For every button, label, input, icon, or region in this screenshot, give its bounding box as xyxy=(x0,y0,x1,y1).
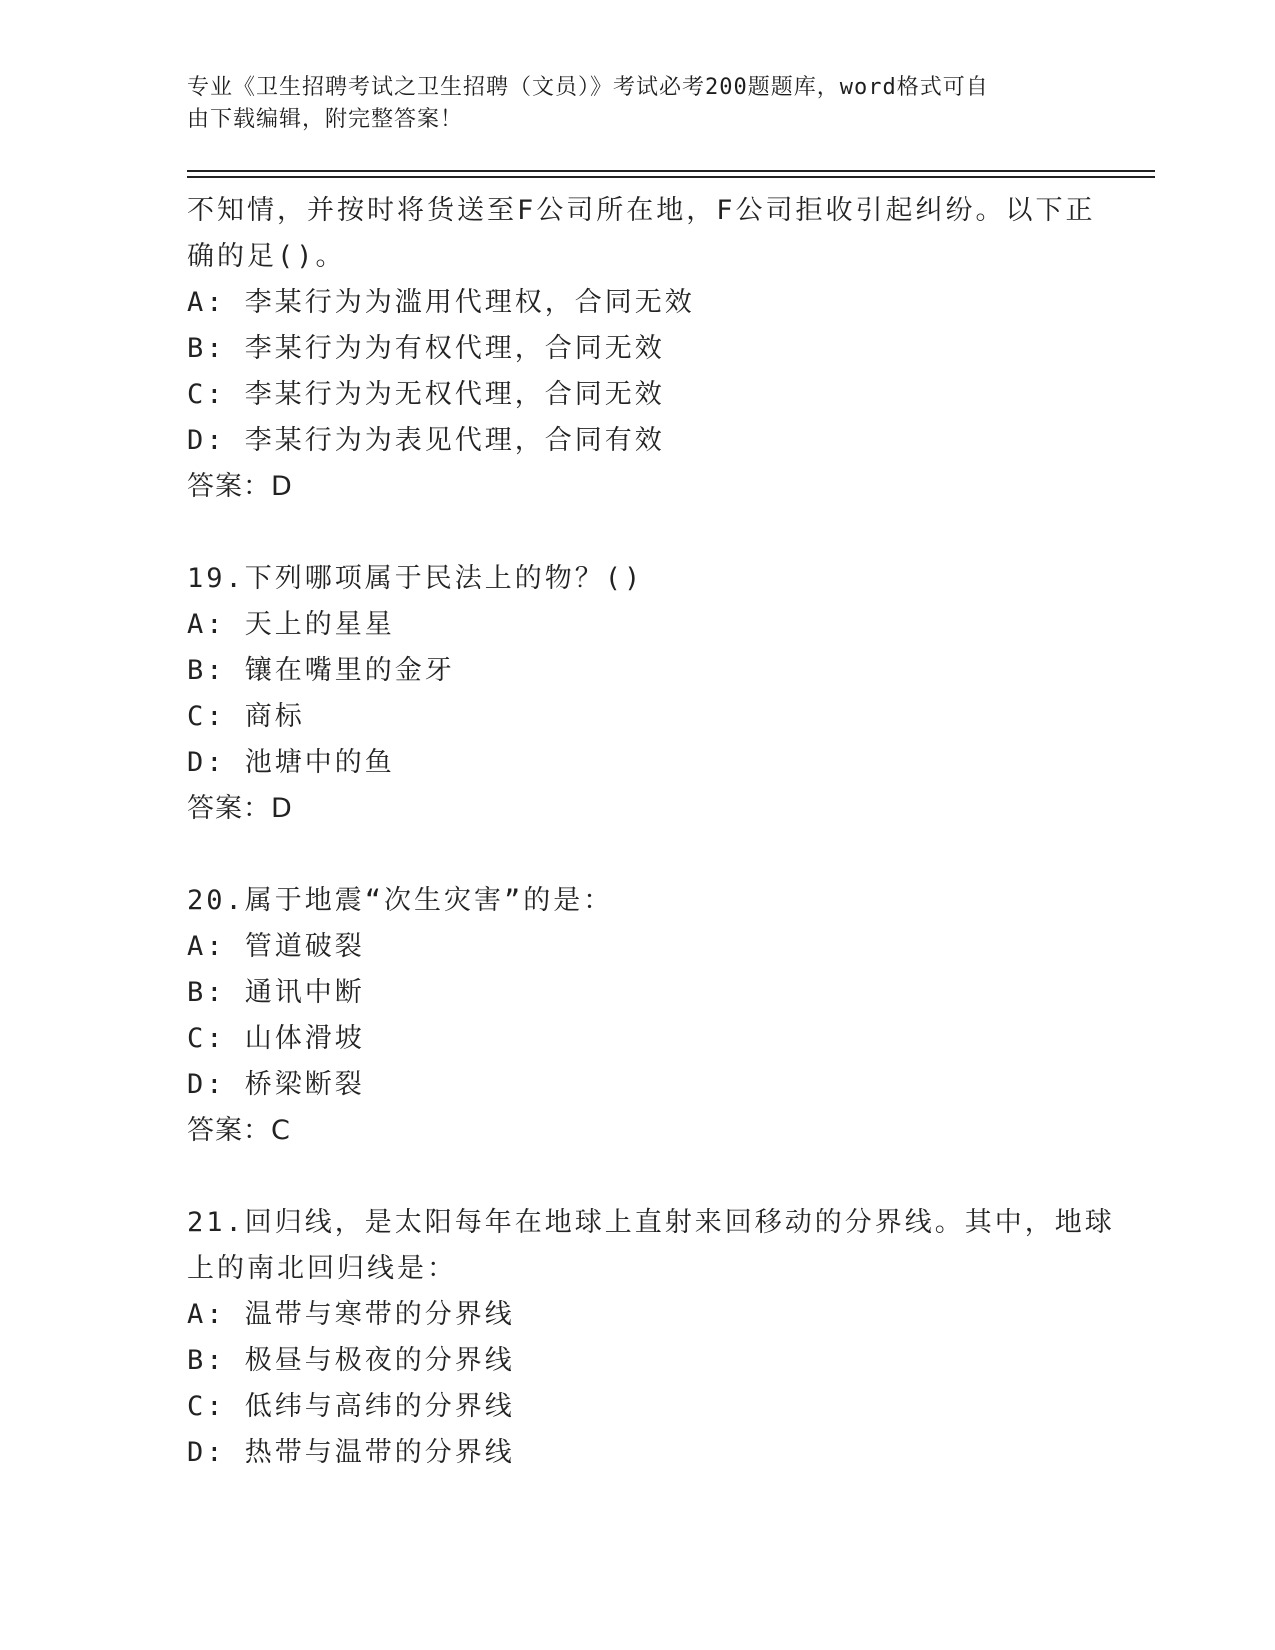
question-20 xyxy=(187,878,1087,1154)
header-divider-bottom xyxy=(187,176,1155,178)
option-d: D: 桥梁断裂 xyxy=(187,1069,365,1100)
option-b: B: 通讯中断 xyxy=(187,977,365,1008)
option-a: A: 温带与寒带的分界线 xyxy=(187,1299,515,1330)
answer: 答案：D xyxy=(187,471,293,502)
answer: 答案：D xyxy=(187,793,293,824)
option-d: D: 李某行为为表见代理，合同有效 xyxy=(187,425,665,456)
option-a: A: 李某行为为滥用代理权，合同无效 xyxy=(187,287,695,318)
option-a: A: 天上的星星 xyxy=(187,609,395,640)
option-c: C: 商标 xyxy=(187,701,305,732)
option-b: B: 李某行为为有权代理，合同无效 xyxy=(187,333,665,364)
question-21 xyxy=(187,1200,1115,1476)
question-stem-line: 上的南北回归线是： xyxy=(187,1253,457,1284)
option-d: D: 池塘中的鱼 xyxy=(187,747,395,778)
option-d: D: 热带与温带的分界线 xyxy=(187,1437,515,1468)
question-stem-line: 不知情，并按时将货送至F公司所在地，F公司拒收引起纠纷。以下正 xyxy=(187,195,1096,226)
spacer xyxy=(187,1154,1087,1200)
option-b: B: 极昼与极夜的分界线 xyxy=(187,1345,515,1376)
option-c: C: 山体滑坡 xyxy=(187,1023,365,1054)
question-18 xyxy=(187,188,1096,510)
answer: 答案：C xyxy=(187,1115,291,1146)
question-19 xyxy=(187,556,1087,832)
question-stem-line: 21.回归线，是太阳每年在地球上直射来回移动的分界线。其中，地球 xyxy=(187,1207,1115,1238)
document-header xyxy=(187,72,1067,136)
option-a: A: 管道破裂 xyxy=(187,931,365,962)
option-c: C: 低纬与高纬的分界线 xyxy=(187,1391,515,1422)
question-stem-line: 确的足()。 xyxy=(187,241,346,272)
question-stem-line: 20.属于地震“次生灾害”的是： xyxy=(187,885,614,916)
option-c: C: 李某行为为无权代理，合同无效 xyxy=(187,379,665,410)
header-divider-top xyxy=(187,170,1155,172)
header-line-2: 由下载编辑，附完整答案！ xyxy=(187,107,464,132)
header-line-1: 专业《卫生招聘考试之卫生招聘（文员）》考试必考200题题库，word格式可自 xyxy=(187,75,989,100)
spacer xyxy=(187,832,1087,878)
spacer xyxy=(187,510,1087,556)
question-stem-line: 19.下列哪项属于民法上的物？() xyxy=(187,563,644,594)
option-b: B: 镶在嘴里的金牙 xyxy=(187,655,455,686)
question-content xyxy=(187,188,1115,1476)
